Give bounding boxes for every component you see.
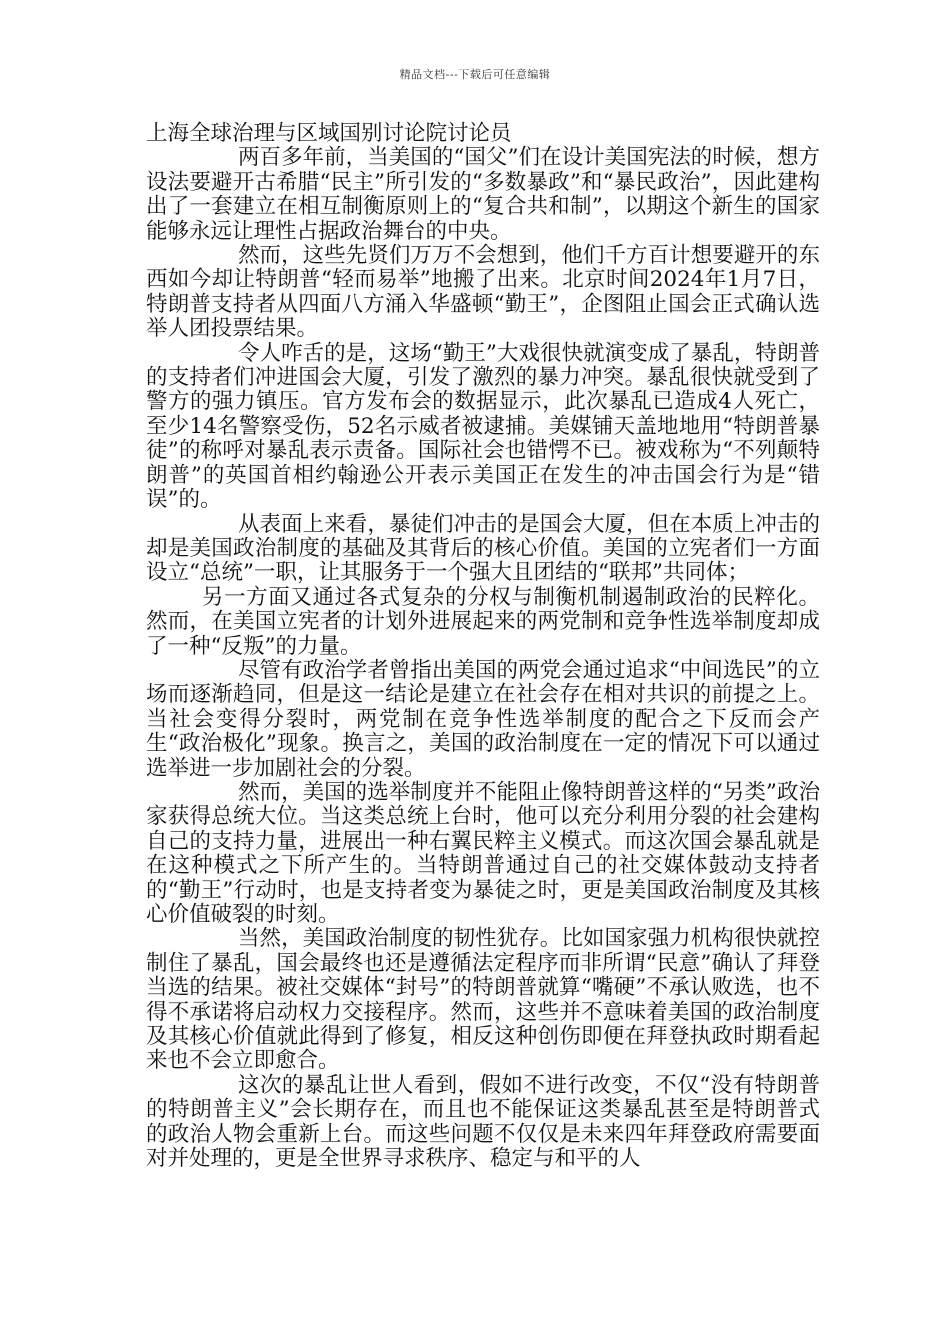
paragraph: 然而，美国的选举制度并不能阻止像特朗普这样的“另类”政治家获得总统大位。当这类总统上台时，他可以充分利用分裂的社会建构自己的支持力量，进展出一种右翼民粹主义模式。而这次国会暴乱就是在这种模式之下所产生的。当特朗普通过自己的社交媒体鼓动支持者的“勤王”行动时，也是支持者变为暴徒之时，更是美国政治制度及其核心价值破裂的时刻。 bbox=[146, 779, 820, 927]
paragraph: 另一方面又通过各式复杂的分权与制衡机制遏制政治的民粹化。然而，在美国立宪者的计划外进展起来的两党制和竞争性选举制度却成了一种“反叛”的力量。 bbox=[146, 584, 820, 659]
header-note: 精品文档---下载后可任意编辑 bbox=[399, 68, 551, 81]
article-body bbox=[146, 122, 820, 1171]
paragraph: 然而，这些先贤们万万不会想到，他们千方百计想要避开的东西如今却让特朗普“轻而易举”地搬了出来。北京时间2024年1月7日，特朗普支持者从四面八方涌入华盛顿“勤王”，企图阻止国会正式确认选举人团投票结果。 bbox=[146, 243, 820, 342]
paragraph: 当然，美国政治制度的韧性犹存。比如国家强力机构很快就控制住了暴乱，国会最终也还是遵循法定程序而非所谓“民意”确认了拜登当选的结果。被社交媒体“封号”的特朗普就算“嘴硬”不承认败选，也不得不承诺将启动权力交接程序。然而，这些并不意味着美国的政治制度及其核心价值就此得到了修复，相反这种创伤即便在拜登执政时期看起来也不会立即愈合。 bbox=[146, 926, 820, 1074]
paragraph: 从表面上来看，暴徒们冲击的是国会大厦，但在本质上冲击的却是美国政治制度的基础及其背后的核心价值。美国的立宪者们一方面设立“总统”一职，让其服务于一个强大且团结的“联邦”共同体； bbox=[146, 511, 820, 586]
paragraph: 尽管有政治学者曾指出美国的两党会通过追求“中间选民”的立场而逐渐趋同，但是这一结论是建立在社会存在相对共识的前提之上。当社会变得分裂时，两党制在竞争性选举制度的配合之下反而会产生“政治极化”现象。换言之，美国的政治制度在一定的情况下可以通过选举进一步加剧社会的分裂。 bbox=[146, 657, 820, 781]
author-line: 上海全球治理与区域国别讨论院讨论员 bbox=[146, 121, 512, 146]
paragraph: 令人咋舌的是，这场“勤王”大戏很快就演变成了暴乱，特朗普的支持者们冲进国会大厦，引发了激烈的暴力冲突。暴乱很快就受到了警方的强力镇压。官方发布会的数据显示，此次暴乱已造成4人死亡，至少14名警察受伤，52名示威者被逮捕。美媒铺天盖地地用“特朗普暴徒”的称呼对暴乱表示责备。国际社会也错愕不已。被戏称为“不列颠特朗普”的英国首相约翰逊公开表示美国正在发生的冲击国会行为是“错误”的。 bbox=[146, 340, 820, 513]
paragraph: 这次的暴乱让世人看到，假如不进行改变，不仅“没有特朗普的特朗普主义”会长期存在，而且也不能保证这类暴乱甚至是特朗普式的政治人物会重新上台。而这些问题不仅仅是未来四年拜登政府需要面对并处理的，更是全世界寻求秩序、稳定与和平的人 bbox=[146, 1072, 820, 1172]
paragraph: 两百多年前，当美国的“国父”们在设计美国宪法的时候，想方设法要避开古希腊“民主”所引发的“多数暴政”和“暴民政治”，因此建构出了一套建立在相互制衡原则上的“复合共和制”，以期这个新生的国家能够永远让理性占据政治舞台的中央。 bbox=[146, 145, 820, 244]
